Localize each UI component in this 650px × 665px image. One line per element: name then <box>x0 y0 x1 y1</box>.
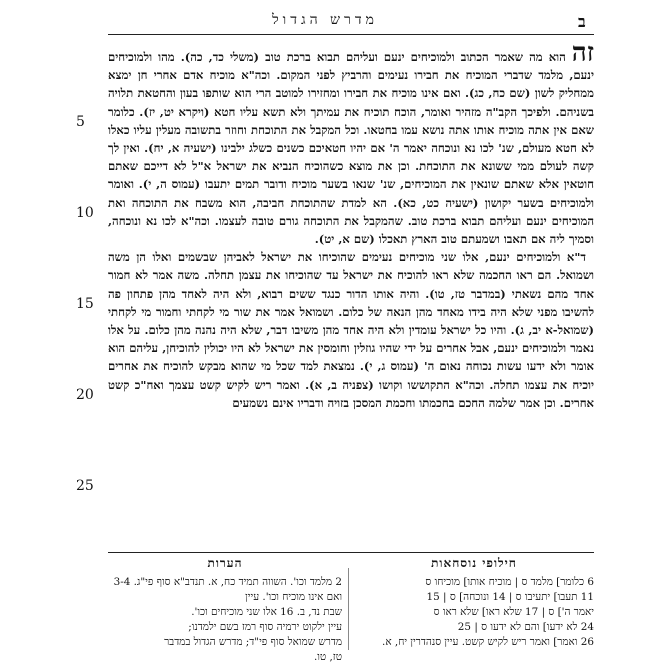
commentary-entry: עיין ילקוט ירמיה סוף רמז בשם ילמדנו; <box>188 621 342 633</box>
paragraph-2: ד"א ולמוכיחים ינעם, אלו שני מוכיחים נעימים שהוכיחו את ישראל לאביהן שבשמים ואלו הן משה ושמואל. הם ראו החכמה שלא ראו להוכיח את ישראל עד שהוכיחו את עצמן תחלה. משה אמר לא חמור אחד מהם נשאתי (במדבר טז, טו). והיה אותו הדור כנגד ששים רבוא, ולא היה לאחד מהן פתחון פה להשיבו מפני שלא היה בידו מאחד מהן הנאה של כלום. ושמואל אמר את שור מי לקחתי וחמור מי לקחתי (שמואל-א יב, ג). והיו כל ישראל עומדין ולא היה אחד מהן משיבו דבר, שלא היה נהנה מהן כלום. על אלו נאמר ולמוכיחים ינעם, אבל אחרים על ידי שהיו גוזלין וחומסין את ישראל לא היו יכולין להוכיחן, עליהם הוא אומר ולא ידעו עשות נכוחה נאום ה' (עמוס ג, י). נמצאת למד שכל מי שהוא מבקש להוכיח את אחרים יוכיח את עצמו תחלה. וכה"א התקוששו וקושו (צפניה ב, א). ואמר ריש לקיש קשט עצמך ואח"כ קשט אחרים. וכן אמר שלמה החכם בחכמתו וחכמת המסכן בזויה ודבריו אינם נשמעים <box>108 250 594 410</box>
header-rule <box>108 34 594 35</box>
commentary-column <box>108 556 342 665</box>
line-number-10: 10 <box>76 205 94 221</box>
line-number-15: 15 <box>76 296 94 312</box>
variant-entry: יאמר ה'] ס | 17 שלא ראו] שלא ראו ס <box>433 606 594 618</box>
paragraph-1 <box>108 38 594 248</box>
page-letter: ב <box>578 12 586 31</box>
variants-heading: חילופי נוסחאות <box>431 556 517 570</box>
commentary-heading: הערות <box>207 556 243 570</box>
variants-column <box>354 556 594 650</box>
commentary-entry: מדרש שמואל סוף פי"ד; מדרש הגדול במדבר <box>164 636 342 648</box>
notes-divider <box>348 568 349 650</box>
variant-entry: 11 תעבו] יתעיבו ס | 14 ונוכחה] ס | 15 <box>426 591 594 603</box>
variant-entry: 24 לא ידעו] והם לא ידעו ס | 25 <box>457 621 594 633</box>
notes-rule <box>108 552 594 553</box>
running-title: מדרש הגדול <box>272 12 378 28</box>
variant-entry: 26 ואמר] ואמר ריש לקיש קשט. עיין סנהדרין יח, א. <box>382 636 594 648</box>
paragraph-1-text: הוא מה שאמר הכתוב ולמוכיחים ינעם ועליהם תבוא ברכת טוב (משלי כד, כה). מהו ולמוכיחים ינעם, מלמד שדברי המוכיח את חבירו נעימים והרביץ לפני המקום. וכה"א מוכיח אדם אחרי חן ימצא ממחליק לשון (שם כח, כג). ואם אינו מוכיח את חבירו ומחזירו למוטב הרי הוא שותפו בעון והחטאת תלויה בשניהם. ולפיכך הקב"ה מזהיר ואומר, הוכח תוכיח את עמיתך ולא תשא עליו חטא (ויקרא יט, יז). כלומר שאם אין אתה מוכיח אותו אתה נושא עמו בחטאו. וכל המקבל את התוכחת וחוזר בתשובה מעלין עליו כאלו לא חטא מעולם, שנ' לכו נא ונוכחה יאמר ה' אם יהיו חטאיכם כשנים כשלג ילבינו (ישעיה א, יח). ואין לך קשה לעולם ממי ששונא את התוכחת. וכן את מוצא כשהוכיח הנביא את ישראל א"ל לא דייכם שאתם חוטאין אלא שאתם שונאין את המוכיחים, שנ' שנאו בשער מוכיח ודובר תמים יתעבו (עמוס ה, י). ואומר ולמוכיחים בשער יקושון (ישעיה כט, כא). הא למדת שהתוכחת חביבה, הוא משבח את התוכחה ואת המוכיחים ינעם ועליהם תבוא ברכת טוב. שהמקבל את התוכחה גורם טובה לעצמו. וכה"א לכו נא ונוכחה, וסמיך ליה אם תאבו ושמעתם טוב הארץ תאכלו (שם א, יט). <box>108 50 594 247</box>
commentary-entry: 2 מלמד וכו'. השווה תמיד כח, א. תנדב"א סוף פי"ג. 3-4 ואם אינו מוכיח וכו'. עיין <box>113 576 342 603</box>
main-text <box>108 38 594 590</box>
commentary-entry: טז, טו. <box>313 651 342 663</box>
variant-entry: 6 כלומר] מלמד ס | מוכיח אותו] מוכיחו ס <box>425 576 594 588</box>
line-number-20: 20 <box>76 387 94 403</box>
line-number-25: 25 <box>76 478 94 494</box>
commentary-entry: שבת נד, ב. 16 אלו שני מוכיחים וכו'. <box>191 606 342 618</box>
line-number-5: 5 <box>76 114 85 130</box>
opening-word: זה <box>571 38 594 68</box>
